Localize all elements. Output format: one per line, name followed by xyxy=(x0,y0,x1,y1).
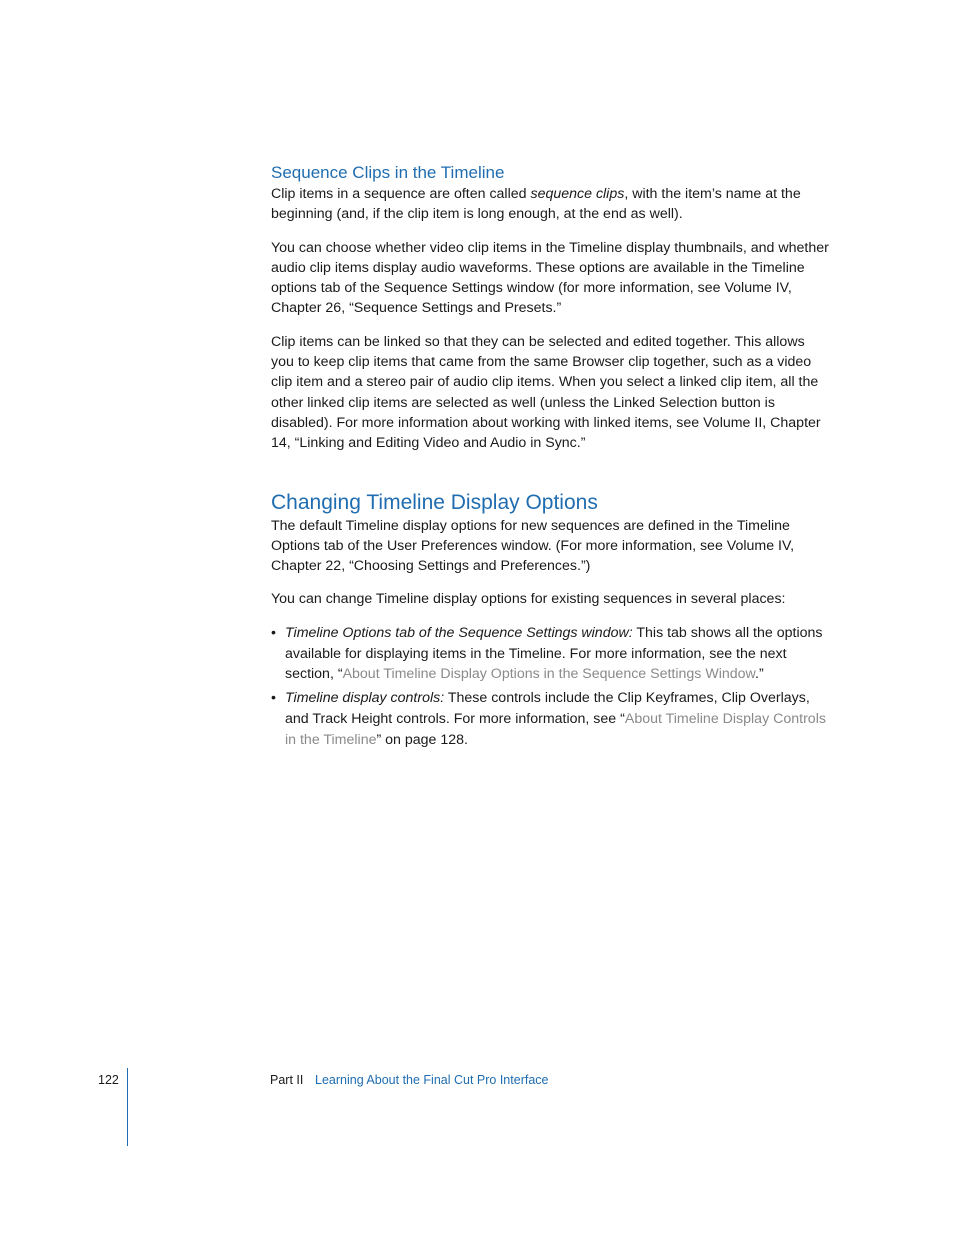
cross-reference-link[interactable]: About Timeline Display Controls in the Timeline xyxy=(285,710,826,748)
bullet-icon: • xyxy=(271,624,276,641)
list-item-text: ” on page 128. xyxy=(376,731,468,748)
section-paragraph-3: Clip items can be linked so that they can be selected and edited together. This allows you to keep clip items that came from the same Browser clip together, such as a video clip item and a stereo pair of audio clip items. When you select a linked clip item, all the other linked clip items are selected as well (unless the Linked Selection button is disabled). For more information about working with linked items, see Volume II, Chapter 14, “Linking and Editing Video and Audio in Sync.” xyxy=(271,333,821,452)
page-footer xyxy=(0,1068,954,1148)
footer-divider xyxy=(127,1068,128,1146)
chapter-heading: Changing Timeline Display Options xyxy=(271,490,598,514)
part-label: Part II xyxy=(270,1073,304,1087)
list-item-term: Timeline display controls: xyxy=(285,690,445,707)
options-list xyxy=(271,623,831,751)
section-paragraph-2: You can choose whether video clip items in the Timeline display thumbnails, and whether audio clip items display audio waveforms. These options are available in the Timeline options tab of the Sequence Settings window (for more information, see Volume IV, Chapter 26, “Sequence Settings and Presets.” xyxy=(271,239,829,317)
page-body xyxy=(271,162,831,754)
list-item-text: These controls include the Clip Keyframes, Clip Overlays, and Track Height controls. For more information, see “ xyxy=(285,690,810,727)
page-number: 122 xyxy=(98,1073,119,1087)
cross-reference-link[interactable]: About Timeline Display Options in the Sequence Settings Window xyxy=(342,666,756,683)
chapter-paragraph-2: You can change Timeline display options for existing sequences in several places: xyxy=(271,591,786,608)
section-heading: Sequence Clips in the Timeline xyxy=(271,163,505,182)
list-item xyxy=(271,623,831,685)
list-item-term: Timeline Options tab of the Sequence Settings window: xyxy=(285,624,633,641)
list-item-text: This tab shows all the options available for displaying items in the Timeline. For more information, see the next section, “ xyxy=(285,624,823,683)
part-title: Learning About the Final Cut Pro Interface xyxy=(315,1073,549,1087)
section-paragraph-1 xyxy=(271,184,831,225)
paragraph-text: , with the item’s name at the beginning (and, if the clip item is long enough, at the end as well). xyxy=(271,186,801,223)
bullet-icon: • xyxy=(271,690,276,707)
chapter-paragraph-1: The default Timeline display options for new sequences are defined in the Timeline Options tab of the User Preferences window. (For more information, see Volume IV, Chapter 22, “Choosing Settings and Preferences.”) xyxy=(271,517,795,575)
italic-term: sequence clips xyxy=(530,186,625,202)
list-item xyxy=(271,688,831,750)
paragraph-text: Clip items in a sequence are often called xyxy=(271,186,531,202)
list-item-text: .” xyxy=(755,666,764,683)
